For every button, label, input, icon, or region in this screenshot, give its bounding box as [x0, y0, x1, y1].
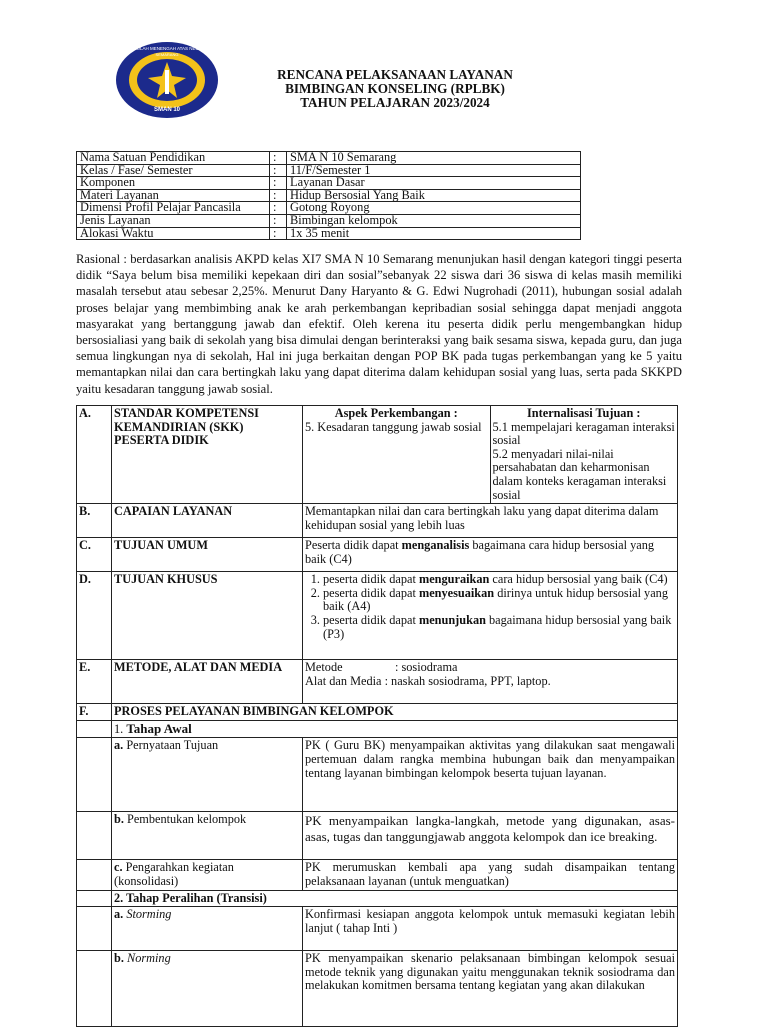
- info-value: 11/F/Semester 1: [287, 164, 581, 177]
- section-letter: E.: [77, 660, 112, 704]
- section-text: Memantapkan nilai dan cara bertingkah laku yang dapat diterima dalam kehidupan sosial yang lebih luas: [303, 504, 678, 538]
- section-list: [303, 572, 678, 660]
- stage-1-row: [77, 720, 678, 738]
- section-title: CAPAIAN LAYANAN: [112, 504, 303, 538]
- stage-item-row: a. Storming Konfirmasi kesiapan anggota kelompok untuk memasuki kegiatan lebih lanjut ( tahap Inti ): [77, 907, 678, 951]
- info-sep: :: [270, 202, 287, 215]
- info-label: Kelas / Fase/ Semester: [77, 164, 270, 177]
- info-value: Hidup Bersosial Yang Baik: [287, 189, 581, 202]
- aspek-value: 5. Kesadaran tanggung jawab sosial: [305, 419, 482, 434]
- section-title: STANDAR KOMPETENSI KEMANDIRIAN (SKK) PESERTA DIDIK: [112, 406, 303, 504]
- info-sep: :: [270, 164, 287, 177]
- stage-item-text: Konfirmasi kesiapan anggota kelompok untuk memasuki kegiatan lebih lanjut ( tahap Inti ): [303, 907, 678, 951]
- stage-item-text: PK ( Guru BK) menyampaikan aktivitas yang dilakukan saat mengawali pertemuan dalam rangka membina hubungan baik dan menyampaikan tentang layanan bimbingan kelompok beserta tujuan layanan.: [303, 738, 678, 812]
- internalisasi-1: 5.1 mempelajari keragaman interaksi sosial: [492, 419, 675, 448]
- info-label: Materi Layanan: [77, 189, 270, 202]
- stage-item-row: a. Pernyataan Tujuan PK ( Guru BK) menyampaikan aktivitas yang dilakukan saat mengawali pertemuan dalam rangka membina hubungan baik dan menyampaikan tentang layanan bimbingan kelompok beserta tujuan layanan.: [77, 738, 678, 812]
- stage-item-row: b. Norming PK menyampaikan skenario pelaksanaan bimbingan kelompok sesuai metode teknik yang digunakan yaitu menggunakan teknik sosiodrama dan melakukan komitmen bersama tentang kegiatan yang akan dilakukan: [77, 951, 678, 1027]
- info-value: Bimbingan kelompok: [287, 214, 581, 227]
- section-f-row: [77, 704, 678, 721]
- section-title: PROSES PELAYANAN BIMBINGAN KELOMPOK: [112, 704, 678, 721]
- info-label: Dimensi Profil Pelajar Pancasila: [77, 202, 270, 215]
- info-sep: :: [270, 189, 287, 202]
- section-text: Peserta didik dapat menganalisis bagaimana cara hidup bersosial yang baik (C4): [303, 538, 678, 572]
- stage-title: 1. Tahap Awal: [112, 720, 678, 738]
- stage-2-row: [77, 890, 678, 907]
- info-value: 1x 35 menit: [287, 227, 581, 240]
- stage-item-row: b. Pembentukan kelompok PK menyampaikan langka-langkah, metode yang digunakan, asas-asas, tugas dan tanggungjawab anggota kelompok dan ice breaking.: [77, 812, 678, 860]
- school-logo: [114, 40, 220, 120]
- info-sep: :: [270, 152, 287, 165]
- stage-item-text: PK menyampaikan skenario pelaksanaan bimbingan kelompok sesuai metode teknik yang digunakan yaitu menggunakan teknik sosiodrama dan melakukan komitmen bersama tentang kegiatan yang akan dilakukan: [303, 951, 678, 1027]
- info-label: Alokasi Waktu: [77, 227, 270, 240]
- section-letter: F.: [77, 704, 112, 721]
- title-line-2: BIMBINGAN KONSELING (RPLBK): [285, 81, 505, 96]
- info-value: Gotong Royong: [287, 202, 581, 215]
- logo-top-text: SEKOLAH MENENGAH ATAS NEGERI: [127, 46, 207, 51]
- section-title: TUJUAN UMUM: [112, 538, 303, 572]
- info-label: Jenis Layanan: [77, 214, 270, 227]
- logo-city-text: SEMARANG: [155, 52, 179, 57]
- list-item: 2. peserta didik dapat menyesuaikan dirinya untuk hidup bersosial yang baik (A4): [323, 587, 675, 614]
- stage-title: 2. Tahap Peralihan (Transisi): [112, 890, 678, 907]
- info-table: [76, 151, 581, 240]
- section-title: METODE, ALAT DAN MEDIA: [112, 660, 303, 704]
- logo-bottom-text: SMAN 10: [153, 107, 181, 113]
- section-letter: A.: [77, 406, 112, 504]
- stage-item-row: c. Pengarahkan kegiatan (konsolidasi) PK merumuskan kembali apa yang sudah disampaikan tentang pelaksanaan layanan (untuk menguatkan): [77, 860, 678, 890]
- section-letter: C.: [77, 538, 112, 572]
- section-e-row: [77, 660, 678, 704]
- list-item: 3. peserta didik dapat menunjukan bagaimana hidup bersosial yang baik (P3): [323, 614, 675, 641]
- section-letter: B.: [77, 504, 112, 538]
- aspek-header: Aspek Perkembangan :: [334, 406, 458, 420]
- section-title: TUJUAN KHUSUS: [112, 572, 303, 660]
- internalisasi-header: Internalisasi Tujuan :: [527, 406, 641, 420]
- stage-item-text: PK merumuskan kembali apa yang sudah disampaikan tentang pelaksanaan layanan (untuk menguatkan): [303, 860, 678, 890]
- document-title: [222, 68, 568, 110]
- info-value: SMA N 10 Semarang: [287, 152, 581, 165]
- stage-item-text: PK menyampaikan langka-langkah, metode yang digunakan, asas-asas, tugas dan tanggungjawab anggota kelompok dan ice breaking.: [303, 812, 678, 860]
- info-value: Layanan Dasar: [287, 177, 581, 190]
- info-sep: :: [270, 177, 287, 190]
- title-line-1: RENCANA PELAKSANAAN LAYANAN: [277, 67, 513, 82]
- section-c-row: [77, 538, 678, 572]
- info-row: [77, 227, 581, 240]
- section-d-row: [77, 572, 678, 660]
- section-letter: D.: [77, 572, 112, 660]
- info-sep: :: [270, 214, 287, 227]
- section-text: Metode : sosiodrama Alat dan Media : naskah sosiodrama, PPT, laptop.: [303, 660, 678, 704]
- info-sep: :: [270, 227, 287, 240]
- info-label: Komponen: [77, 177, 270, 190]
- section-b-row: [77, 504, 678, 538]
- info-label: Nama Satuan Pendidikan: [77, 152, 270, 165]
- internalisasi-2: 5.2 menyadari nilai-nilai persahabatan dan keharmonisan dalam konteks keragaman interaksi sosial: [492, 446, 667, 502]
- plan-table: [76, 405, 678, 1027]
- title-line-3: TAHUN PELAJARAN 2023/2024: [300, 95, 490, 110]
- rational-paragraph: Rasional : berdasarkan analisis AKPD kelas XI7 SMA N 10 Semarang menunjukan hasil dengan kategori tinggi peserta didik “Saya belum bisa memiliki kepekaan diri dan sosial”sebanyak 22 siswa dari 36 siswa di kelas masih memiliki masalah tersebut atau sebesar 2,25%. Menurut Dany Haryanto & G. Edwi Nugrohadi (2011), hubungan sosial adalah proses belajar yang membimbing anak ke arah perkembangan kepribadian sosial sehingga dapat menjadi anggota masyarakat yang bertanggung jawab dan efektif. Oleh kerena itu peserta didik perlu mengembangkan hidup bersosialiasi yang baik di sekolah yang bisa dimulai dengan berinteraksi yang baik sesama siswa, kepada guru, dan juga semua lingkungan nya di sekolah, Hal ini juga berkaitan dengan POP BK pada tugas perkembangan yang ke 5 yaitu memantapkan nilai dan cara bertingkah laku yang dapat diterima dalam kehidupan sosial yang luas, serta pada SKKPD yaitu kesadaran tanggung jawab sosial.: [76, 252, 682, 396]
- section-a-row: [77, 406, 678, 504]
- list-item: 1. peserta didik dapat menguraikan cara hidup bersosial yang baik (C4): [323, 573, 675, 587]
